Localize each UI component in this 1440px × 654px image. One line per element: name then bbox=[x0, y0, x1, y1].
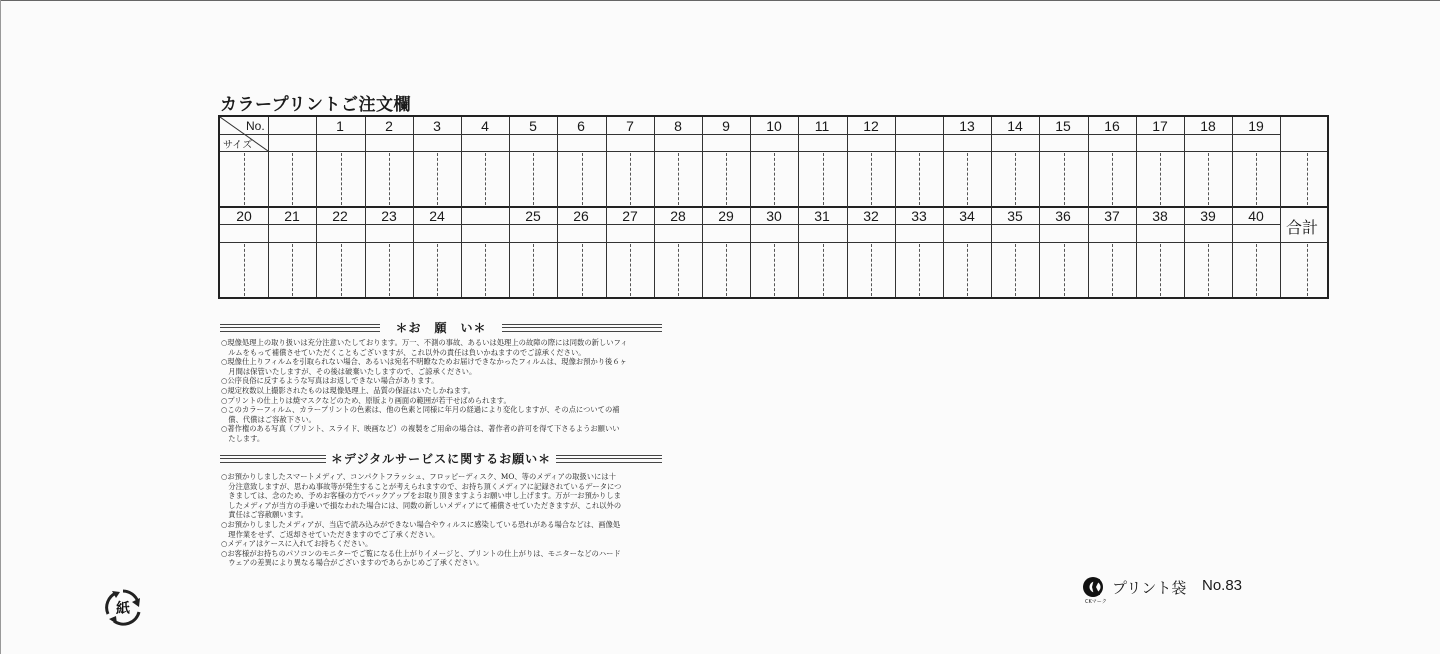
grid-vline bbox=[1280, 117, 1281, 297]
column-number: 18 bbox=[1200, 118, 1216, 134]
total-label: 合計 bbox=[1286, 218, 1319, 237]
grid-dash bbox=[823, 153, 824, 205]
grid-dash bbox=[1307, 153, 1308, 205]
column-number: 3 bbox=[433, 118, 441, 134]
grid-dash bbox=[1064, 244, 1065, 296]
grid-dash bbox=[341, 244, 342, 296]
column-number: 21 bbox=[284, 208, 300, 224]
column-number: 17 bbox=[1152, 118, 1168, 134]
grid-dash bbox=[341, 153, 342, 205]
column-number: 28 bbox=[670, 208, 686, 224]
digital-heading: ＊デジタルサービスに関するお願い＊ bbox=[330, 452, 552, 466]
column-number: 22 bbox=[332, 208, 348, 224]
column-number: 9 bbox=[722, 118, 730, 134]
grid-dash bbox=[1160, 244, 1161, 296]
product-number: No.83 bbox=[1202, 577, 1243, 594]
column-number: 36 bbox=[1055, 208, 1071, 224]
column-number: 4 bbox=[481, 118, 489, 134]
grid-hline bbox=[220, 242, 1327, 243]
grid-dash bbox=[1112, 153, 1113, 205]
grid-dash bbox=[292, 153, 293, 205]
column-number: 33 bbox=[911, 208, 927, 224]
note-line: ウェアの差異により異なる場合がございますのであらかじめご了承ください。 bbox=[221, 558, 484, 568]
column-number: 13 bbox=[959, 118, 975, 134]
column-number: 25 bbox=[525, 208, 541, 224]
grid-dash bbox=[919, 244, 920, 296]
note-line: したメディアが当方の手違いで損なわれた場合には、同数の新しいメディアにて補償させていただきますが、これ以外の bbox=[221, 500, 622, 510]
column-number: 23 bbox=[381, 208, 397, 224]
column-number: 14 bbox=[1007, 118, 1023, 134]
column-number: 40 bbox=[1248, 208, 1264, 224]
column-number: 2 bbox=[385, 118, 393, 134]
grid-dash bbox=[919, 153, 920, 205]
column-number: 32 bbox=[863, 208, 879, 224]
column-number: 16 bbox=[1104, 118, 1120, 134]
note-line: ○メディアはケースに入れてお持ちください。 bbox=[221, 539, 373, 549]
note-line: ○現像処理上の取り扱いは充分注意いたしております。万一、不測の事故、あるいは処理上の故障の際には同数の新しいフィ bbox=[221, 338, 628, 347]
ck-logo-icon bbox=[1082, 576, 1104, 598]
note-line: ○公序良俗に反するような写真はお返しできない場合があります。 bbox=[221, 376, 439, 386]
grid-dash bbox=[726, 244, 727, 296]
paper-recycle-icon bbox=[104, 588, 142, 626]
column-number: 24 bbox=[429, 208, 445, 224]
note-line: ルムをもって補償させていただくこともございますが、これ以外の責任は負いかねますのでご諒承ください。 bbox=[221, 347, 586, 357]
note-line: ○このカラーフィルム、カラープリントの色素は、他の色素と同様に年月の経過により変化しますが、その点についての補 bbox=[221, 405, 620, 415]
note-line: ○著作権のある写真（プリント、スライド、映画など）の複製をご用命の場合は、著作者の許可を得て下さるようお願いい bbox=[221, 424, 620, 434]
grid-dash bbox=[582, 153, 583, 205]
grid-dash bbox=[244, 153, 245, 205]
note-line: ○お客様がお持ちのパソコンのモニターでご覧になる仕上がりイメージと、プリントの仕上がりは、モニターなどのハード bbox=[221, 548, 621, 558]
grid-dash bbox=[871, 244, 872, 296]
page-edge-top bbox=[0, 0, 1440, 1]
grid-dash bbox=[1160, 153, 1161, 205]
digital-notes-list bbox=[221, 472, 663, 568]
grid-dash bbox=[533, 153, 534, 205]
column-number: 39 bbox=[1200, 208, 1216, 224]
column-number: 35 bbox=[1007, 208, 1023, 224]
column-number: 1 bbox=[336, 118, 344, 134]
grid-dash bbox=[437, 153, 438, 205]
grid-dash bbox=[1256, 153, 1257, 205]
column-number: 15 bbox=[1055, 118, 1071, 134]
grid-dash bbox=[485, 244, 486, 296]
page-edge-left bbox=[0, 0, 1, 654]
grid-dash bbox=[1015, 244, 1016, 296]
column-number: 30 bbox=[766, 208, 782, 224]
column-number: 20 bbox=[236, 208, 252, 224]
product-name: プリント袋 bbox=[1112, 579, 1187, 597]
grid-dash bbox=[630, 153, 631, 205]
grid-dash bbox=[389, 244, 390, 296]
grid-dash bbox=[1307, 244, 1308, 296]
grid-dash bbox=[1112, 244, 1113, 296]
note-line: ○お預かりしましたメディアが、当店で読み込みができない場合やウィルスに感染している恐れがある場合などは、画像処 bbox=[221, 519, 621, 529]
grid-dash bbox=[1015, 153, 1016, 205]
grid-dash bbox=[1208, 153, 1209, 205]
grid-dash bbox=[292, 244, 293, 296]
grid-dash bbox=[823, 244, 824, 296]
grid-dash bbox=[967, 153, 968, 205]
note-line: きましては、念のため、予めお客様の方でバックアップをお取り頂きますようお願い申し上げます。万が一お預かりしま bbox=[221, 491, 621, 501]
recycle-mark-text: 紙 bbox=[116, 601, 130, 617]
column-number: 19 bbox=[1248, 118, 1264, 134]
grid-dash bbox=[244, 244, 245, 296]
digital-heading-bar bbox=[220, 452, 662, 466]
column-number: 38 bbox=[1152, 208, 1168, 224]
grid-dash bbox=[533, 244, 534, 296]
grid-vline bbox=[461, 117, 462, 297]
grid-dash bbox=[1064, 153, 1065, 205]
grid-dash bbox=[967, 244, 968, 296]
corner-no-label: No. bbox=[246, 119, 265, 133]
grid-dash bbox=[871, 153, 872, 205]
note-line: ○規定枚数以上撮影されたものは現像処理上、品質の保証はいたしかねます。 bbox=[221, 385, 475, 395]
grid-dash bbox=[437, 244, 438, 296]
note-line: 理作業をせず、ご返却させていただきますのでご了承ください。 bbox=[221, 529, 440, 539]
column-number: 37 bbox=[1104, 208, 1120, 224]
request-heading: ＊お 願 い＊ bbox=[395, 321, 487, 335]
column-number: 27 bbox=[622, 208, 638, 224]
note-line: ○プリントの仕上りは焼マスクなどのため、原版より画面の範囲が若干せばめられます。 bbox=[221, 395, 511, 405]
grid-dash bbox=[630, 244, 631, 296]
note-line: ○現像仕上りフィルムを引取られない場合、あるいは宛名不明瞭なためお届けできなかったフィルムは、現像お預かり後６ヶ bbox=[221, 357, 627, 367]
column-number: 8 bbox=[674, 118, 682, 134]
note-line: 月間は保管いたしますが、その後は破棄いたしますので、ご諒承ください。 bbox=[221, 366, 477, 376]
column-number: 34 bbox=[959, 208, 975, 224]
note-line: 償、代償はご容赦下さい。 bbox=[221, 414, 316, 424]
grid-dash bbox=[726, 153, 727, 205]
column-number: 12 bbox=[863, 118, 879, 134]
column-number: 10 bbox=[766, 118, 782, 134]
note-line: ○お預かりしましたスマートメディア、コンパクトフラッシュ、フロッピーディスク、MO、等のメディアの取扱いには十 bbox=[221, 472, 616, 481]
grid-dash bbox=[485, 153, 486, 205]
request-heading-bar bbox=[220, 321, 662, 335]
corner-size-label: サイズ bbox=[223, 140, 253, 151]
column-number: 31 bbox=[814, 208, 830, 224]
note-line: たします。 bbox=[221, 433, 265, 443]
column-number: 26 bbox=[573, 208, 589, 224]
grid-dash bbox=[1256, 244, 1257, 296]
column-number: 7 bbox=[626, 118, 634, 134]
note-line: 分注意致しますが、思わぬ事故等が発生することが考えられますので、お持ち頂くメディアに記録されているデータにつ bbox=[221, 481, 622, 491]
grid-dash bbox=[774, 153, 775, 205]
note-line: 責任はご容赦願います。 bbox=[221, 510, 308, 520]
grid-dash bbox=[678, 244, 679, 296]
grid-dash bbox=[1208, 244, 1209, 296]
column-number: 6 bbox=[577, 118, 585, 134]
grid-dash bbox=[389, 153, 390, 205]
column-number: 5 bbox=[529, 118, 537, 134]
request-notes-list bbox=[221, 338, 663, 444]
grid-dash bbox=[582, 244, 583, 296]
grid-dash bbox=[678, 153, 679, 205]
grid-hline bbox=[220, 151, 1327, 152]
column-number: 11 bbox=[814, 118, 830, 134]
brand-logo-sub: CKマーク bbox=[1085, 599, 1107, 605]
order-grid bbox=[218, 115, 1329, 299]
grid-dash bbox=[774, 244, 775, 296]
order-section-title: カラープリントご注文欄 bbox=[220, 95, 411, 115]
column-number: 29 bbox=[718, 208, 734, 224]
